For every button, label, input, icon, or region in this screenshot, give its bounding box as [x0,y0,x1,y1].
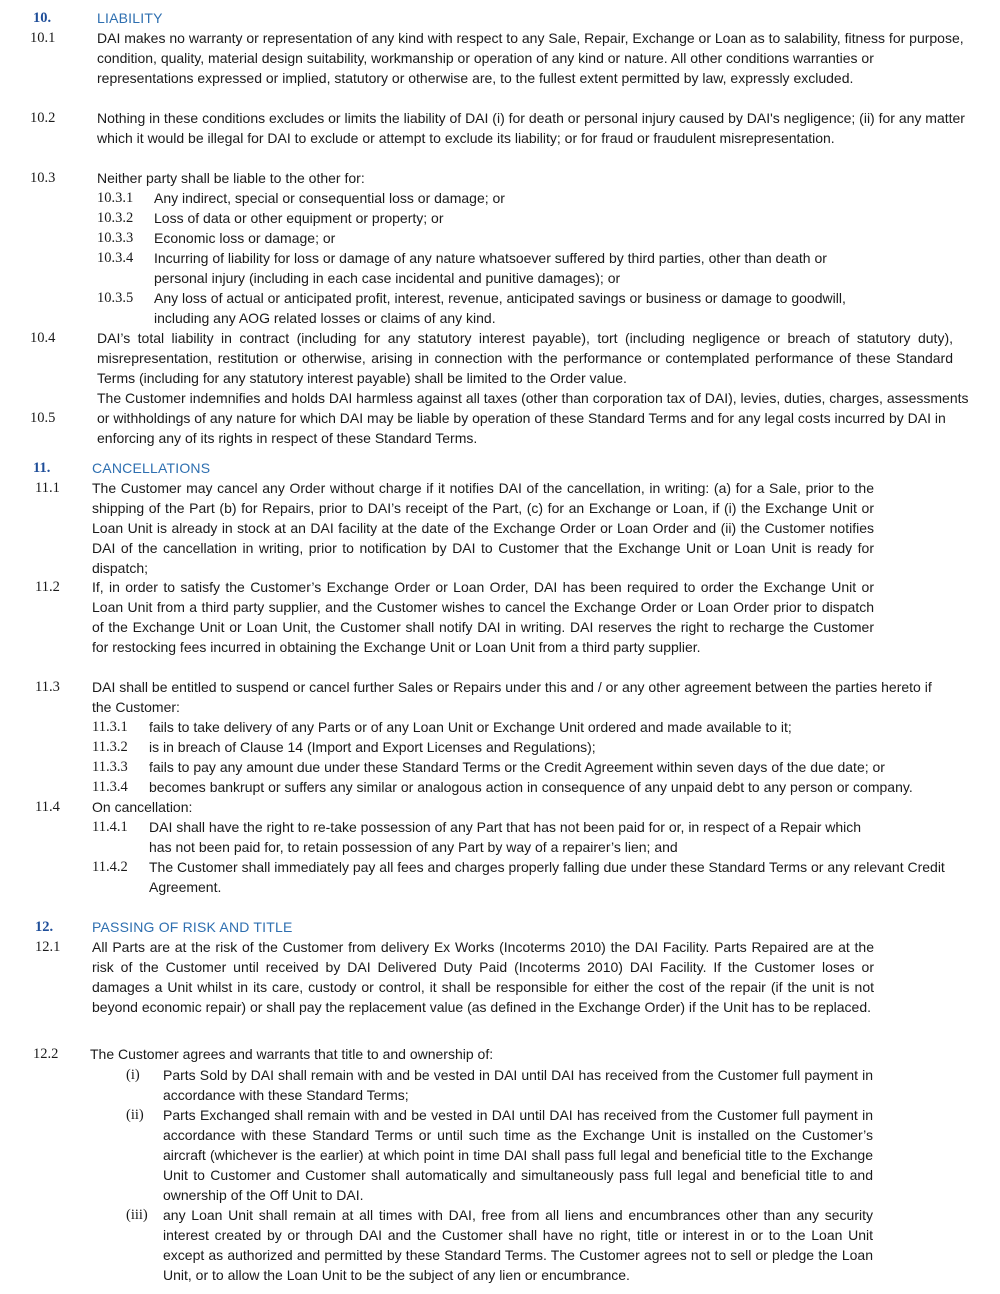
clause-number: 11.2 [35,579,60,595]
clause-number: 10.1 [30,30,56,46]
clause-number: 11.1 [35,480,60,496]
clause-text: Nothing in these conditions excludes or limits the liability of DAI (i) for death or personal injury caused by DAI's negligence; (ii) for any matter which it would be illegal for DAI to exclude or attempt to exclude its liability; or for fraud or fraudulent misrepresentation. [97,110,965,146]
clause-text: DAI’s total liability in contract (including for any statutory interest payable), tort (including negligence or breach of statutory duty), misrepresentation, restitution or otherwise, arising in connection with the performance or contemplated performance of these Standard Terms (including for any statutory interest payable) shall be limited to the Order value. [97,330,953,386]
section-title: LIABILITY [97,10,163,26]
section-number: 12. [35,919,54,935]
subclause-text: Any indirect, special or consequential loss or damage; or [154,190,505,206]
subclause-text: The Customer shall immediately pay all fees and charges properly falling due under these Standard Terms or any relevant Credit Agreement. [149,859,945,895]
clause-number: 11.3 [35,679,60,695]
item-number: (i) [126,1067,140,1083]
item-number: (iii) [126,1207,148,1223]
subclause-text: Loss of data or other equipment or property; or [154,210,444,226]
clause-number: 11.4 [35,799,60,815]
subclause-text: DAI shall have the right to re-take possession of any Part that has not been paid for or, in respect of a Repair which has not been paid for, to retain possession of any Part by way of a repairer’s lien; and [149,819,862,855]
clause-text: The Customer agrees and warrants that title to and ownership of: [90,1046,494,1062]
clause-number: 10.4 [30,330,56,346]
clause-text: On cancellation: [92,799,193,815]
clause-number: 10.3 [30,170,56,186]
subclause-number: 11.4.2 [92,859,128,875]
subclause-number: 10.3.1 [97,190,134,206]
item-text: Parts Exchanged shall remain with and be vested in DAI until DAI has received from the Customer full payment in accordance with these Standard Terms or until such time as the Exchange Unit is installed on the Customer’s aircraft (whichever is the earlier) at which point in time DAI shall pass full legal and beneficial title to the Exchange Unit to Customer and Customer shall automatically and simultaneously pass full legal and beneficial title to and ownership of the Off Unit to DAI. [163,1107,873,1203]
clause-number: 12.1 [35,939,61,955]
subclause-text: Any loss of actual or anticipated profit, interest, revenue, anticipated savings or business or damage to goodwill, including any AOG related losses or claims of any kind. [154,290,846,326]
item-number: (ii) [126,1107,144,1123]
section-title: CANCELLATIONS [92,460,211,476]
clause-text: DAI shall be entitled to suspend or cancel further Sales or Repairs under this and / or any other agreement between the parties hereto if the Customer: [92,679,932,715]
subclause-text: is in breach of Clause 14 (Import and Export Licenses and Regulations); [149,739,596,755]
subclause-text: Incurring of liability for loss or damage of any nature whatsoever suffered by third parties, other than death or personal injury (including in each case incidental and punitive damages); or [154,250,827,286]
clause-text: The Customer may cancel any Order without charge if it notifies DAI of the cancellation, in writing: (a) for a Sale, prior to the shipping of the Part (b) for Repairs, prior to DAI’s receipt of the Part, (c) for an Exchange or Loan, if (i) the Exchange Unit or Loan Unit is already in stock at an DAI facility at the date of the Exchange Order or Loan Order and (ii) the Customer notifies DAI of the cancellation in writing, prior to notification by DAI to Customer that the Exchange Unit or Loan Unit is ready for dispatch; [92,480,874,576]
subclause-number: 11.3.4 [92,779,128,795]
subclause-number: 10.3.2 [97,210,134,226]
subclause-number: 11.3.1 [92,719,128,735]
subclause-text: becomes bankrupt or suffers any similar or analogous action in consequence of any unpaid debt to any person or company. [149,779,913,795]
item-text: Parts Sold by DAI shall remain with and be vested in DAI until DAI has received from the Customer full payment in accordance with these Standard Terms; [163,1067,873,1103]
clause-text: All Parts are at the risk of the Customer from delivery Ex Works (Incoterms 2010) the DAI Facility. Parts Repaired are at the risk of the Customer until received by DAI Delivered Duty Paid (Incoterms 2010) DAI Facility. If the Customer loses or damages a Unit whilst in its care, custody or control, it shall be responsible for either the cost of the repair (if the unit is not beyond economic repair) or shall pay the replacement value (as defined in the Exchange Order) if the Unit has to be replaced. [92,939,874,1015]
subclause-text: Economic loss or damage; or [154,230,336,246]
subclause-text: fails to pay any amount due under these Standard Terms or the Credit Agreement within seven days of the due date; or [149,759,885,775]
subclause-number: 10.3.5 [97,290,134,306]
subclause-number: 11.3.3 [92,759,128,775]
clause-text: If, in order to satisfy the Customer’s Exchange Order or Loan Order, DAI has been required to order the Exchange Unit or Loan Unit from a third party supplier, and the Customer wishes to cancel the Exchange Order or Loan Order prior to dispatch of the Exchange Unit or Loan Unit, the Customer shall notify DAI in writing. DAI reserves the right to recharge the Customer for restocking fees incurred in obtaining the Exchange Unit or Loan Unit from a third party supplier. [92,579,874,655]
subclause-number: 10.3.3 [97,230,134,246]
subclause-number: 11.4.1 [92,819,128,835]
subclause-number: 10.3.4 [97,250,134,266]
section-number: 11. [33,460,51,476]
section-title: PASSING OF RISK AND TITLE [92,919,293,935]
clause-text: Neither party shall be liable to the other for: [97,170,365,186]
section-number: 10. [33,10,52,26]
subclause-text: fails to take delivery of any Parts or of any Loan Unit or Exchange Unit ordered and made available to it; [149,719,792,735]
clause-text: The Customer indemnifies and holds DAI harmless against all taxes (other than corporation tax of DAI), levies, duties, charges, assessments or withholdings of any nature for which DAI may be liable by operation of these Standard Terms and for any legal costs incurred by DAI in enforcing any of its rights in respect of these Standard Terms. [97,390,969,446]
subclause-number: 11.3.2 [92,739,128,755]
clause-number: 10.5 [30,410,56,426]
clause-text: DAI makes no warranty or representation of any kind with respect to any Sale, Repair, Exchange or Loan as to salability, fitness for purpose, condition, quality, material design suitability, workmanship or operation of any kind or nature. All other conditions warranties or representations expressed or implied, statutory or otherwise are, to the fullest extent permitted by law, expressly excluded. [97,30,964,86]
clause-number: 12.2 [33,1046,59,1062]
item-text: any Loan Unit shall remain at all times with DAI, free from all liens and encumbrances other than any security interest created by or through DAI and the Customer shall have no right, title or interest in or to the Loan Unit except as authorized and permitted by these Standard Terms. The Customer agrees not to sell or pledge the Loan Unit, or to allow the Loan Unit to be the subject of any lien or encumbrance. [163,1207,873,1283]
clause-number: 10.2 [30,110,56,126]
